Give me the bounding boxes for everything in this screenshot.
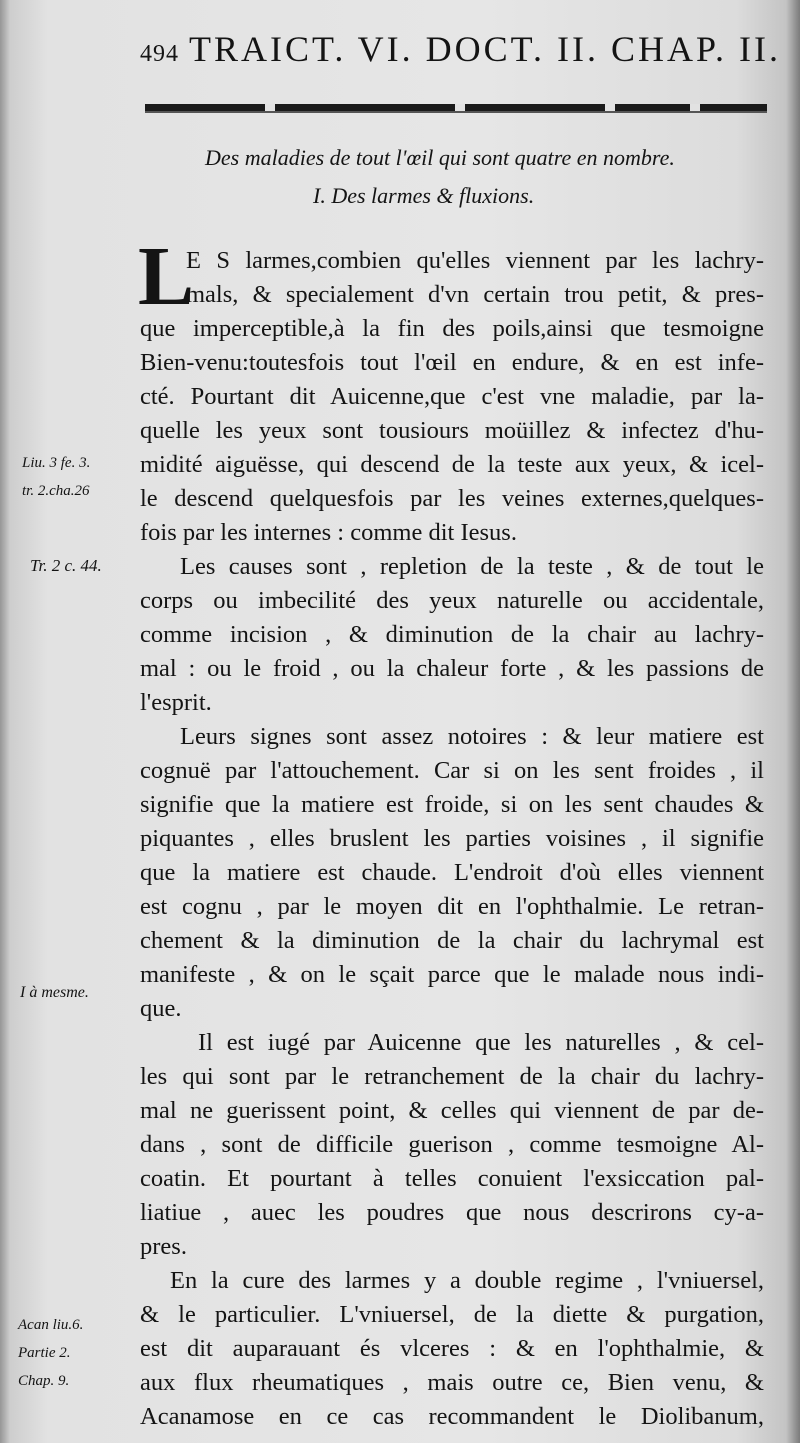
- body-line: que la matiere est chaude. L'endroit d'où elles viennent: [140, 859, 764, 886]
- body-line: coatin. Et pourtant à telles conuient l'exsiccation pal-: [140, 1165, 764, 1192]
- drop-cap: L: [138, 230, 195, 323]
- page-number: 494: [140, 41, 179, 67]
- body-line: dans , sont de difficile guerison , comme tesmoigne Al-: [140, 1131, 764, 1158]
- body-line: E S larmes,combien qu'elles viennent par les lachry-: [186, 247, 764, 274]
- body-line: signifie que la matiere est froide, si on les sent chaudes &: [140, 791, 764, 818]
- margin-note: Partie 2.: [18, 1345, 71, 1361]
- margin-note: Liu. 3 fe. 3.: [22, 455, 91, 471]
- body-line: aux flux rheumatiques , mais outre ce, Bien venu, &: [140, 1369, 764, 1396]
- page-left-shadow: [0, 0, 10, 1443]
- body-line: quelle les yeux sont tousiours moüillez & infectez d'hu-: [140, 417, 764, 444]
- section-heading: Des maladies de tout l'œil qui sont quatre en nombre.: [205, 145, 675, 170]
- body-line: est dit auparauant és vlceres : & en l'ophthalmie, &: [140, 1335, 764, 1362]
- header-title: TRAICT. VI. DOCT. II. CHAP. II.: [189, 29, 781, 69]
- body-line: que imperceptible,à la fin des poils,ainsi que tesmoigne: [140, 315, 764, 342]
- body-line: les qui sont par le retranchement de la chair du lachry-: [140, 1063, 764, 1090]
- page-right-shadow: [786, 0, 800, 1443]
- body-line: midité aiguësse, qui descend de la teste aux yeux, & icel-: [140, 451, 764, 478]
- margin-note: I à mesme.: [20, 984, 89, 1001]
- body-line: En la cure des larmes y a double regime , l'vniuersel,: [170, 1267, 764, 1294]
- body-line: est cognu , par le moyen dit en l'ophthalmie. Le retran-: [140, 893, 764, 920]
- body-line: cté. Pourtant dit Auicenne,que c'est vne maladie, par la-: [140, 383, 764, 410]
- body-line: pres.: [140, 1233, 187, 1260]
- margin-note: Acan liu.6.: [18, 1317, 84, 1333]
- body-line: Les causes sont , repletion de la teste , & de tout le: [180, 553, 764, 580]
- running-head: [140, 28, 781, 78]
- header-rule: [145, 104, 767, 111]
- body-line: piquantes , elles bruslent les parties voisines , il signifie: [140, 825, 764, 852]
- body-line: mal ne guerissent point, & celles qui viennent de par de-: [140, 1097, 764, 1124]
- sub-heading: I. Des larmes & fluxions.: [313, 183, 535, 208]
- body-line: Leurs signes sont assez notoires : & leur matiere est: [180, 723, 764, 750]
- body-line: cognuë par l'attouchement. Car si on les sent froides , il: [140, 757, 764, 784]
- body-line: que.: [140, 995, 182, 1022]
- body-line: liatiue , auec les poudres que nous descrirons cy-a-: [140, 1199, 764, 1226]
- body-line: chement & la diminution de la chair du lachrymal est: [140, 927, 764, 954]
- body-line: manifeste , & on le sçait parce que le malade nous indi-: [140, 961, 764, 988]
- margin-note: Chap. 9.: [18, 1373, 70, 1389]
- body-line: le descend quelquesfois par les veines externes,quelques-: [140, 485, 764, 512]
- margin-note: tr. 2.cha.26: [22, 483, 90, 499]
- body-line: Acanamose en ce cas recommandent le Diolibanum,: [140, 1403, 764, 1430]
- body-line: Bien-venu:toutesfois tout l'œil en endure, & en est infe-: [140, 349, 764, 376]
- body-line: Il est iugé par Auicenne que les naturelles , & cel-: [198, 1029, 764, 1056]
- body-line: & le particulier. L'vniuersel, de la diette & purgation,: [140, 1301, 764, 1328]
- body-line: fois par les internes : comme dit Iesus.: [140, 519, 517, 546]
- margin-note: Tr. 2 c. 44.: [30, 556, 102, 575]
- body-line: comme incision , & diminution de la chair au lachry-: [140, 621, 764, 648]
- body-line: corps ou imbecilité des yeux naturelle ou accidentale,: [140, 587, 764, 614]
- body-line: mals, & specialement d'vn certain trou petit, & pres-: [186, 281, 764, 308]
- body-line: l'esprit.: [140, 689, 212, 716]
- body-line: mal : ou le froid , ou la chaleur forte , & les passions de: [140, 655, 764, 682]
